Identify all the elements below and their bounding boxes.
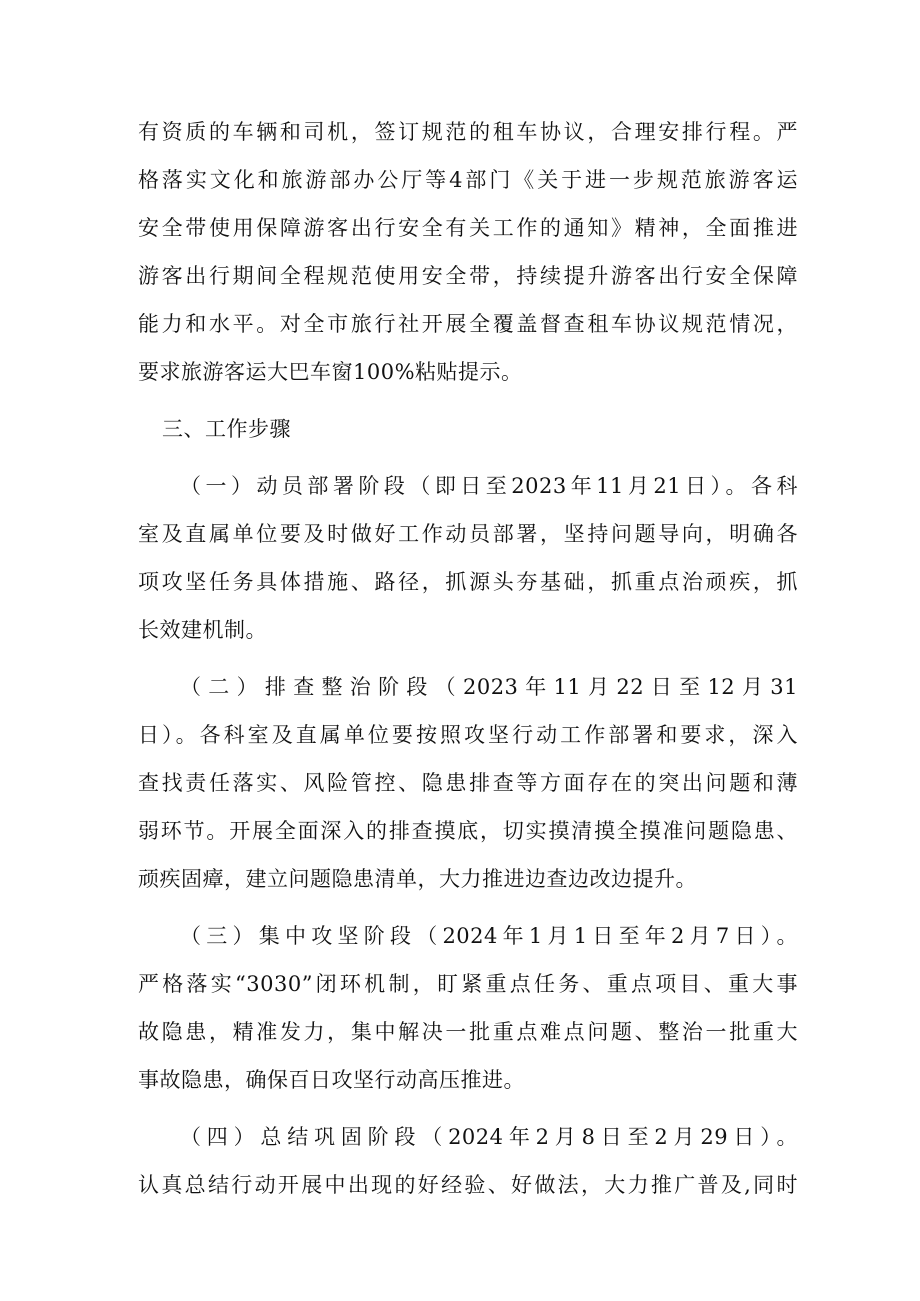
text-line: 故隐患，精准发力，集中解决一批重点难点问题、整治一批重大 <box>138 1020 798 1044</box>
text-line: 日）。各科室及直属单位要按照攻坚行动工作部署和要求，深入 <box>138 723 798 747</box>
text-line: （二）排查整治阶段（2023年11月22日至12月31 <box>180 675 798 699</box>
heading-text: 三、工作步骤 <box>162 417 291 441</box>
text-line: 事故隐患，确保百日攻坚行动高压推进。 <box>138 1068 525 1092</box>
paragraph-stage-1 <box>138 462 798 654</box>
text-line: 能力和水平。对全市旅行社开展全覆盖督查租车协议规范情况， <box>138 312 798 336</box>
text-line: （三）集中攻坚阶段（2024年1月1日至年2月7日）。 <box>180 924 798 948</box>
text-line: 安全带使用保障游客出行安全有关工作的通知》精神，全面推进 <box>138 216 798 240</box>
text-line: 严格落实“3030”闭环机制，盯紧重点任务、重点项目、重大事 <box>138 972 798 996</box>
text-line: 弱环节。开展全面深入的排查摸底，切实摸清摸全摸准问题隐患、 <box>138 819 798 843</box>
document-body <box>138 108 798 1218</box>
paragraph-stage-4 <box>138 1113 798 1209</box>
text-line: 要求旅游客运大巴车窗100%粘贴提示。 <box>138 360 523 384</box>
section-heading <box>138 405 798 453</box>
text-line: （一）动员部署阶段（即日至2023年11月21日）。各科 <box>180 474 798 498</box>
text-line: 室及直属单位要及时做好工作动员部署，坚持问题导向，明确各 <box>138 522 798 546</box>
text-line: （四）总结巩固阶段（2024年2月8日至2月29日）。 <box>180 1125 798 1149</box>
text-line: 游客出行期间全程规范使用安全带，持续提升游客出行安全保障 <box>138 264 798 288</box>
text-line: 项攻坚任务具体措施、路径，抓源头夯基础，抓重点治顽疾，抓 <box>138 570 798 594</box>
paragraph-safety-belt <box>138 108 798 396</box>
text-line: 查找责任落实、风险管控、隐患排查等方面存在的突出问题和薄 <box>138 771 798 795</box>
text-line: 顽疾固瘴，建立问题隐患清单，大力推进边查边改边提升。 <box>138 867 697 891</box>
paragraph-stage-2 <box>138 663 798 903</box>
text-line: 认真总结行动开展中出现的好经验、好做法，大力推广普及,同时 <box>138 1173 798 1197</box>
text-line: 长效建机制。 <box>138 618 267 642</box>
paragraph-stage-3 <box>138 912 798 1104</box>
text-line: 格落实文化和旅游部办公厅等4部门《关于进一步规范旅游客运 <box>138 168 798 192</box>
text-line: 有资质的车辆和司机，签订规范的租车协议，合理安排行程。严 <box>138 120 798 144</box>
